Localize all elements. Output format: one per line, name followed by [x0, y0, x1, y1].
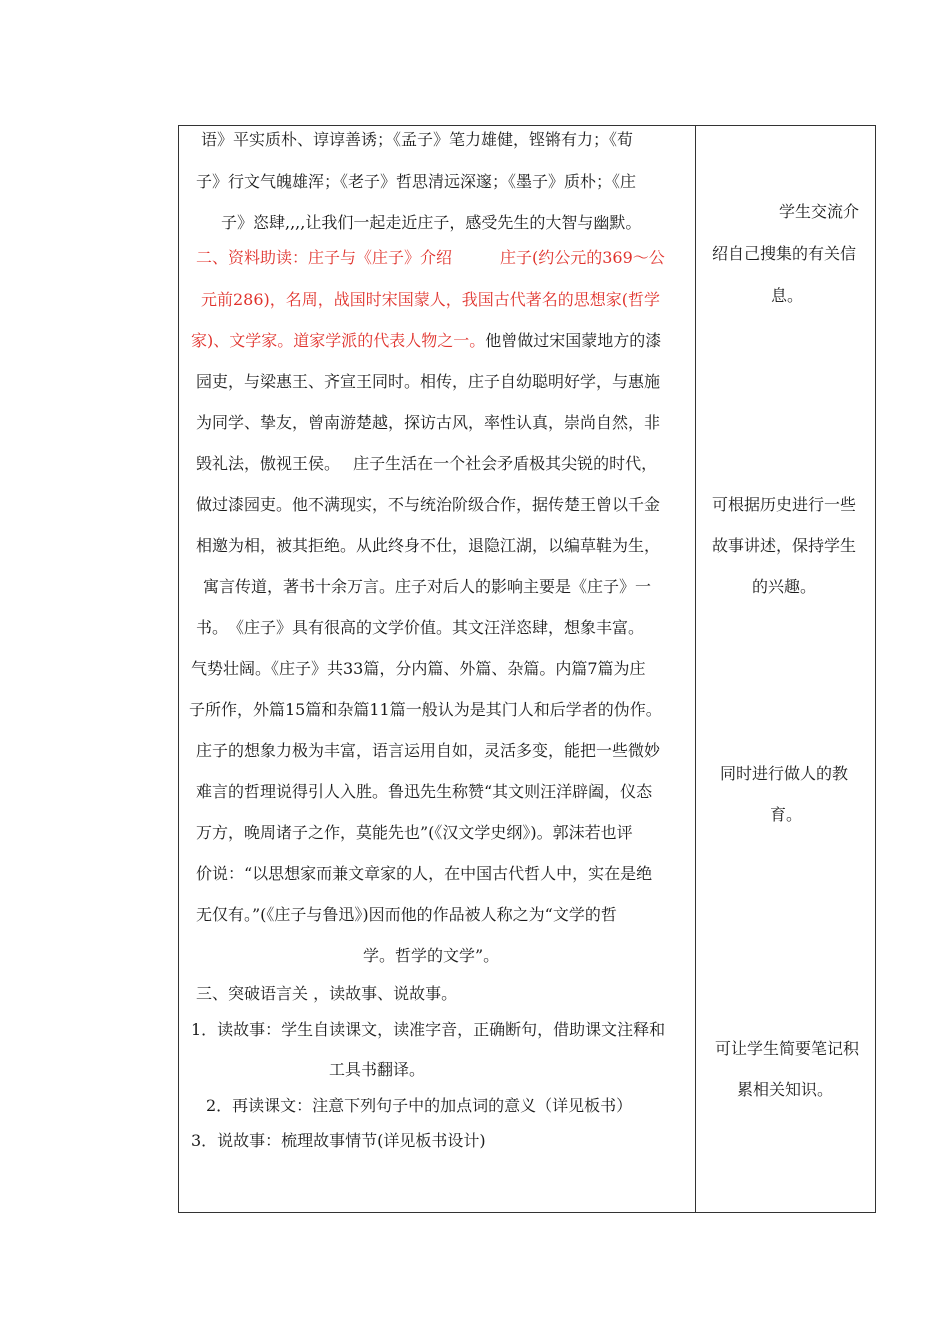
section-three-heading: 三、突破语言关 ，读故事、说故事。: [196, 984, 458, 1003]
main-line: 庄子的想象力极为丰富，语言运用自如，灵活多变，能把一些微妙: [196, 741, 661, 760]
side-note: 同时进行做人的教: [720, 764, 849, 783]
main-line: [191, 331, 661, 351]
side-note: 故事讲述，保持学生: [712, 536, 857, 555]
column-divider: [695, 126, 696, 1212]
main-line: 3．说故事：梳理故事情节(详见板书设计): [191, 1131, 486, 1150]
main-line: 2．再读课文：注意下列句子中的加点词的意义（详见板书）: [206, 1096, 633, 1115]
main-line: 学。哲学的文学”。: [363, 946, 500, 965]
side-note: 可根据历史进行一些: [712, 495, 857, 514]
main-line: 无仅有。”(《庄子与鲁迅》)因而他的作品被人称之为“文学的哲: [196, 905, 617, 924]
main-line: 寓言传道，著书十余万言。庄子对后人的影响主要是《庄子》一: [203, 577, 652, 596]
main-line: 语》平实质朴、谆谆善诱；《孟子》笔力雄健，铿锵有力；《荀: [201, 130, 634, 149]
main-line: 1．读故事：学生自读课文，读准字音，正确断句，借助课文注释和: [191, 1020, 666, 1039]
black-text: 他曾做过宋国蒙地方的漆: [485, 331, 662, 350]
side-note: 学生交流介: [779, 202, 860, 221]
main-line: 工具书翻译。: [329, 1060, 426, 1079]
side-note: 息。: [771, 286, 804, 305]
main-line: 价说：“以思想家而兼文章家的人，在中国古代哲人中，实在是绝: [196, 864, 653, 883]
main-line: 元前286)，名周，战国时宋国蒙人，我国古代著名的思想家(哲学: [201, 290, 661, 309]
main-line: 相邀为相，被其拒绝。从此终身不仕，退隐江湖，以编草鞋为生，: [196, 536, 661, 555]
main-line: 为同学、挚友，曾南游楚越，探访古风，率性认真，崇尚自然，非: [196, 413, 661, 432]
main-line: 子》行文气魄雄浑；《老子》哲思清远深邃；《墨子》质朴；《庄: [196, 172, 637, 191]
main-line: 难言的哲理说得引人入胜。鲁迅先生称赞“其文则汪洋辟阖，仪态: [196, 782, 653, 801]
main-line: 气势壮阔。《庄子》共33篇，分内篇、外篇、杂篇。内篇7篇为庄: [191, 659, 646, 678]
side-note: 累相关知识。: [737, 1080, 834, 1099]
main-line: 毁礼法，傲视王侯。 庄子生活在一个社会矛盾极其尖锐的时代，: [196, 454, 658, 473]
side-note: 育。: [770, 805, 803, 824]
main-line: 书。 《庄子》具有很高的文学价值。其文汪洋恣肆，想象丰富。: [196, 618, 645, 637]
main-line: 万方，晚周诸子之作，莫能先也”(《汉文学史纲》)。郭沫若也评: [196, 823, 633, 842]
side-note: 绍自己搜集的有关信: [712, 244, 857, 263]
side-note: 的兴趣。: [752, 577, 817, 596]
main-line: 子》恣肆,,,,让我们一起走近庄子，感受先生的大智与幽默。: [221, 213, 642, 232]
lesson-table: [178, 125, 876, 1213]
side-note: 可让学生简要笔记积: [715, 1039, 860, 1058]
main-line: 园吏，与梁惠王、齐宣王同时。相传，庄子自幼聪明好学，与惠施: [196, 372, 661, 391]
main-line: 子所作，外篇15篇和杂篇11篇一般认为是其门人和后学者的伪作。: [189, 700, 662, 719]
main-line: 做过漆园吏。他不满现实，不与统治阶级合作，据传楚王曾以千金: [196, 495, 661, 514]
section-two-heading: 二、资料助读：庄子与《庄子》介绍 庄子(约公元的369～公: [196, 248, 665, 267]
red-text: 家)、文学家。道家学派的代表人物之一。: [191, 331, 486, 350]
